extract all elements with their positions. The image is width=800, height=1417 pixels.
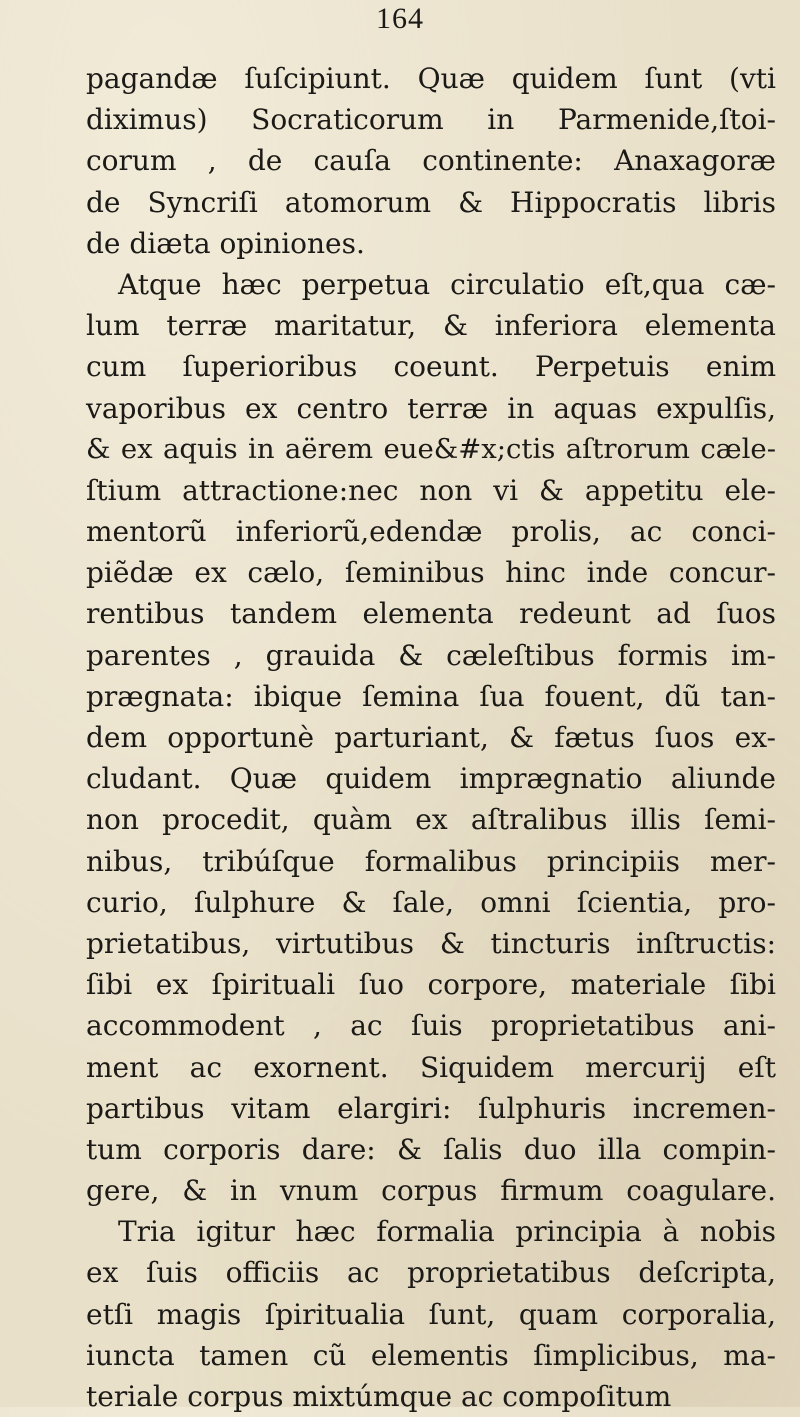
text-line: partibus vitam elargiri: ſulphuris incremen- [86,1091,776,1125]
text-line: curio, ſulphure & ſale, omni ſcientia, pro- [86,885,776,919]
text-line: non procedit, quàm ex aſtralibus illis ſemi- [86,803,776,837]
text-line: Tria igitur hæc formalia principia à nobis [118,1215,776,1249]
text-line: & ex aquis in aërem eue&#x;ctis aſtrorum cæle- [86,432,776,465]
text-line: corum , de cauſa continente: Anaxagoræ [86,144,776,178]
text-line: iuncta tamen cũ elementis ſimplicibus, ma- [86,1338,776,1372]
text-line: de diæta opiniones. [86,226,365,260]
text-line: ex ſuis officiis ac proprietatibus deſcripta, [86,1256,776,1290]
text-line: mentorũ inferiorũ,edendæ prolis, ac conci- [86,515,776,549]
text-line: cum ſuperioribus coeunt. Perpetuis enim [86,350,776,384]
text-line: Atque hæc perpetua circulatio eſt,qua cæ- [118,267,776,301]
text-line: diximus) Socraticorum in Parmenide,ſtoi- [86,103,776,137]
text-line: lum terræ maritatur, & inferiora elementa [86,309,776,343]
text-line: piẽdæ ex cælo, ſeminibus hinc inde concur- [86,556,776,590]
text-line: prægnata: ibique ſemina ſua fouent, dũ tan- [86,679,776,713]
text-line: dem opportunè parturiant, & fætus ſuos ex- [86,721,776,754]
text-line: de Syncriſi atomorum & Hippocratis libris [86,185,776,219]
text-line: vaporibus ex centro terræ in aquas expulſis, [86,391,776,425]
text-line: gere, & in vnum corpus firmum coagulare. [86,1174,776,1208]
text-line: accommodent , ac ſuis proprietatibus ani- [86,1009,776,1043]
text-line: cludant. Quæ quidem imprægnatio aliunde [86,762,776,796]
text-line: pagandæ ſuſcipiunt. Quæ quidem ſunt (vti [86,62,776,95]
page-number: 164 [376,2,424,35]
text-line: prietatibus, virtutibus & tincturis inſtructis: [86,926,776,960]
text-line: ment ac exornent. Siquidem mercurij eſt [86,1050,776,1084]
text-line: tum corporis dare: & ſalis duo illa compin- [86,1132,776,1166]
body-text [86,58,776,1417]
text-line: teriale corpus mixtúmque ac compoſitum [86,1380,672,1413]
text-line: rentibus tandem elementa redeunt ad ſuos [86,597,776,631]
text-line: ſtium attractione:nec non vi & appetitu ele- [86,473,776,507]
text-line: nibus, tribúſque formalibus principiis mer- [86,844,776,878]
text-line: etſi magis ſpiritualia ſunt, quam corporalia, [86,1297,776,1331]
text-line: ſibi ex ſpirituali ſuo corpore, materiale ſibi [86,968,776,1002]
text-line: parentes , grauida & cæleſtibus formis im- [86,638,776,672]
